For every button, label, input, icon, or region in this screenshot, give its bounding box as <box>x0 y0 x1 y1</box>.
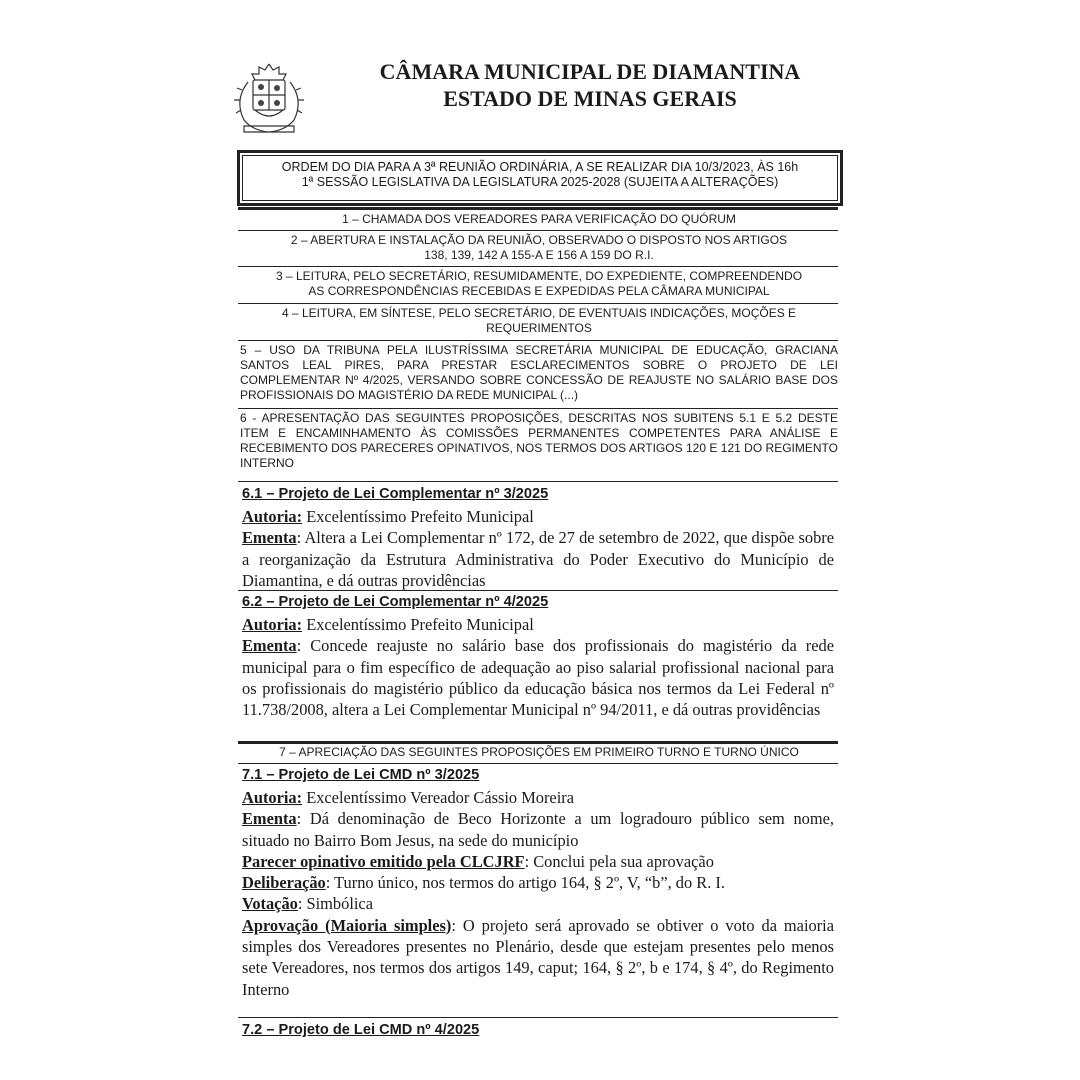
divider <box>238 590 838 591</box>
header-line-2: ESTADO DE MINAS GERAIS <box>443 86 737 111</box>
proposition-7-1 <box>242 787 834 1000</box>
ementa-value: : Altera a Lei Complementar nº 172, de 27 de setembro de 2022, que dispõe sobre a reorganização da Estrutura Administrativa do Poder Executivo do Município de Diamantina, e dá outras providências <box>242 528 834 590</box>
agenda-item-3: 3 – LEITURA, PELO SECRETÁRIO, RESUMIDAMENTE, DO EXPEDIENTE, COMPREENDENDO AS CORRESPONDÊNCIAS RECEBIDAS E EXPEDIDAS PELA CÂMARA MUNICIPAL <box>275 269 803 298</box>
divider <box>238 1017 838 1018</box>
aprovacao-label: Aprovação (Maioria simples) <box>242 915 452 935</box>
divider <box>238 741 838 744</box>
divider <box>238 481 838 482</box>
divider <box>238 303 838 304</box>
ementa-label: Ementa <box>242 636 297 656</box>
deliberacao-label: Deliberação <box>242 873 326 893</box>
divider <box>238 207 838 210</box>
divider <box>238 266 838 267</box>
autoria-value: Excelentíssimo Prefeito Municipal <box>302 615 534 634</box>
divider <box>238 340 838 341</box>
section-heading-6-2: 6.2 – Projeto de Lei Complementar nº 4/2025 <box>242 594 549 610</box>
section-heading-6-1: 6.1 – Projeto de Lei Complementar nº 3/2025 <box>242 486 549 502</box>
votacao-label: Votação <box>242 894 298 914</box>
agenda-item-4: 4 – LEITURA, EM SÍNTESE, PELO SECRETÁRIO, DE EVENTUAIS INDICAÇÕES, MOÇÕES E REQUERIMENTOS <box>281 306 797 335</box>
parecer-label: Parecer opinativo emitido pela CLCJRF <box>242 851 525 871</box>
agenda-item-2: 2 – ABERTURA E INSTALAÇÃO DA REUNIÃO, OBSERVADO O DISPOSTO NOS ARTIGOS 138, 139, 142 A 155-A E 156 A 159 DO R.I. <box>290 233 788 262</box>
section-heading-7-1: 7.1 – Projeto de Lei CMD nº 3/2025 <box>242 767 480 783</box>
agenda-item-7: 7 – APRECIAÇÃO DAS SEGUINTES PROPOSIÇÕES EM PRIMEIRO TURNO E TURNO ÚNICO <box>279 745 799 759</box>
agenda-item-1: 1 – CHAMADA DOS VEREADORES PARA VERIFICAÇÃO DO QUÓRUM <box>342 212 736 226</box>
divider <box>238 230 838 231</box>
divider <box>238 408 838 409</box>
section-heading-7-2: 7.2 – Projeto de Lei CMD nº 4/2025 <box>242 1022 480 1038</box>
header-line-1: CÂMARA MUNICIPAL DE DIAMANTINA <box>379 59 801 84</box>
proposition-6-1 <box>242 506 834 591</box>
autoria-value: Excelentíssimo Vereador Cássio Moreira <box>302 788 574 807</box>
agenda-title-line-2: 1ª SESSÃO LEGISLATIVA DA LEGISLATURA 2025-2028 (SUJEITA A ALTERAÇÕES) <box>301 175 779 189</box>
autoria-label: Autoria: <box>242 507 303 526</box>
parecer-value: : Conclui pela sua aprovação <box>524 851 714 871</box>
ementa-value: : Concede reajuste no salário base dos profissionais do magistério da rede municipal para o fim específico de adequação ao piso salarial profissional nacional para os profissionais do magistério público da educação básica nos termos da Lei Federal nº 11.738/2008, altera a Lei Complementar Municipal nº 94/2011, e dá outras providências <box>242 636 834 720</box>
document-header <box>330 58 850 112</box>
coat-of-arms-icon <box>228 60 310 138</box>
autoria-value: Excelentíssimo Prefeito Municipal <box>302 507 534 526</box>
ementa-value: : Dá denominação de Beco Horizonte a um logradouro público sem nome, situado no Bairro Bom Jesus, na sede do município <box>242 809 834 850</box>
aprovacao-value: : O projeto será aprovado se obtiver o voto da maioria simples dos Vereadores presentes no Plenário, desde que estejam presentes pelo menos sete Vereadores, nos termos dos artigos 149, caput; 164, § 2º, b e 174, § 4º, do Regimento Interno <box>242 915 834 999</box>
divider <box>238 763 838 764</box>
votacao-value: : Simbólica <box>297 894 373 914</box>
agenda-title-line-1: ORDEM DO DIA PARA A 3ª REUNIÃO ORDINÁRIA, A SE REALIZAR DIA 10/3/2023, ÀS 16h <box>281 160 799 174</box>
ementa-label: Ementa <box>242 528 297 548</box>
autoria-label: Autoria: <box>242 615 303 634</box>
agenda-item-6: 6 - APRESENTAÇÃO DAS SEGUINTES PROPOSIÇÕES, DESCRITAS NOS SUBITENS 5.1 E 5.2 DESTE ITEM E ENCAMINHAMENTO ÀS COMISSÕES PERMANENTES COMPETENTES PARA ANÁLISE E RECEBIMENTO DOS PARECERES OPINATIVOS, NOS TERMOS DOS ARTIGOS 120 E 121 DO REGIMENTO INTERNO <box>240 411 838 470</box>
agenda-title-box <box>237 150 843 206</box>
ementa-label: Ementa <box>242 809 297 829</box>
proposition-6-2 <box>242 614 834 720</box>
agenda-item-5: 5 – USO DA TRIBUNA PELA ILUSTRÍSSIMA SECRETÁRIA MUNICIPAL DE EDUCAÇÃO, GRACIANA SANTOS LEAL PIRES, PARA PRESTAR ESCLARECIMENTOS SOBRE O PROJETO DE LEI COMPLEMENTAR Nº 4/2025, VERSANDO SOBRE CONCESSÃO DE REAJUSTE NO SALÁRIO BASE DOS PROFISSIONAIS DO MAGISTÉRIO DA REDE MUNICIPAL (...) <box>240 343 838 402</box>
deliberacao-value: : Turno único, nos termos do artigo 164, § 2º, V, “b”, do R. I. <box>325 873 725 893</box>
autoria-label: Autoria: <box>242 788 303 807</box>
